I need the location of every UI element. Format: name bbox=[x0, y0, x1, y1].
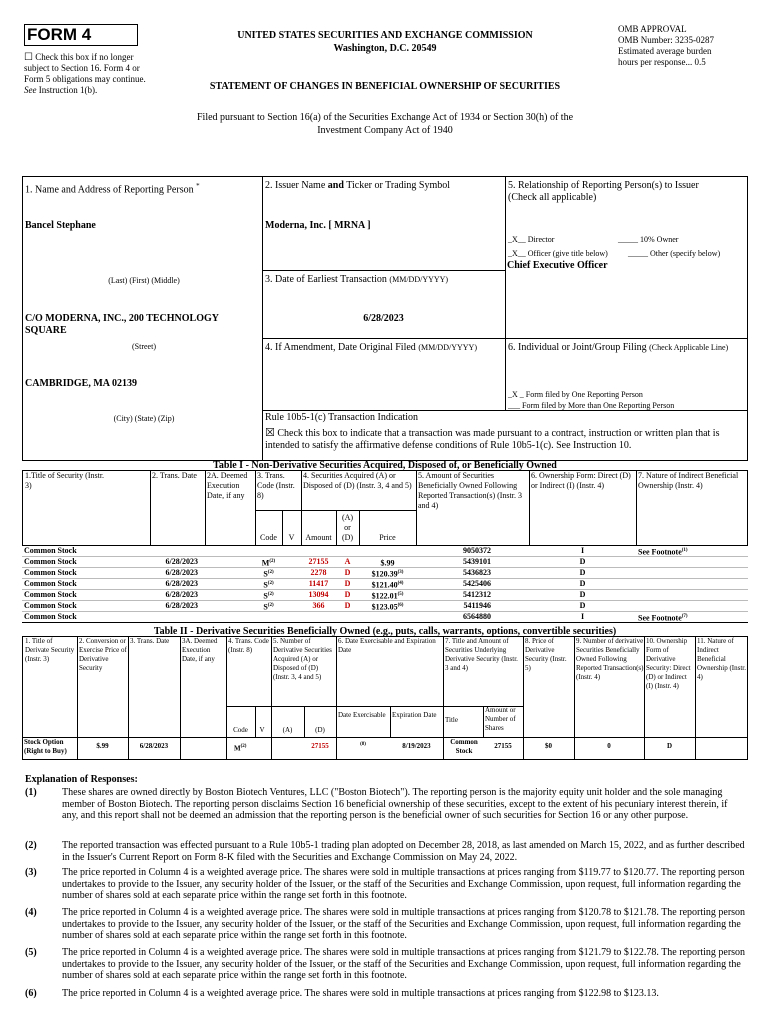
t1-cell-value: 27155 bbox=[308, 557, 329, 566]
t2-h1: 1. Title of Derivate Security (Instr. 3) bbox=[25, 637, 75, 663]
explanation-heading: Explanation of Responses: bbox=[25, 774, 138, 785]
t2-row-code-value: M bbox=[234, 744, 241, 753]
grid-line bbox=[22, 176, 748, 177]
t2-row-date: 6/28/2023 bbox=[139, 742, 169, 750]
t1-h6: 6. Ownership Form: Direct (D) or Indirect (I) (Instr. 4) bbox=[531, 471, 631, 490]
grid-line bbox=[747, 636, 748, 759]
t2-h10: 10. Ownership Form of Derivative Security: Direct (D) or Indirect (I) (Instr. 4) bbox=[646, 637, 691, 690]
footnote-number: (1) bbox=[25, 787, 37, 798]
box4-label bbox=[265, 342, 477, 354]
t1-cell-security bbox=[24, 579, 148, 589]
no-longer-subject-text: Check this box if no longer subject to Section 16. Form 4 or Form 5 obligations may continue. bbox=[24, 52, 146, 84]
box5-label-text: 5. Relationship of Reporting Person(s) to Issuer bbox=[508, 180, 699, 191]
officer-option[interactable]: _X__ Officer (give title below) bbox=[508, 249, 608, 258]
t1-cell-value: 6/28/2023 bbox=[165, 568, 198, 577]
t1-cell-owned bbox=[416, 579, 491, 589]
t1-cell-form bbox=[529, 612, 636, 622]
box2-label-and: and bbox=[327, 180, 344, 191]
box3-hint: (MM/DD/YYYY) bbox=[389, 275, 449, 284]
grid-line bbox=[22, 759, 748, 760]
box2-label-b: Ticker or Trading Symbol bbox=[346, 180, 451, 191]
t1-cell-aord bbox=[336, 590, 359, 600]
t1-h1: 1.Title of Security (Instr. 3) bbox=[25, 471, 105, 490]
t1-cell-value: Common Stock bbox=[24, 557, 77, 566]
t1-cell-value: S bbox=[263, 591, 268, 601]
t2-row-conv: $.99 bbox=[96, 742, 109, 750]
grid-line bbox=[636, 470, 637, 545]
omb-approval bbox=[618, 24, 758, 68]
grid-line bbox=[262, 338, 748, 339]
t2-h3a: 3A. Deemed Execution Date, if any bbox=[182, 637, 218, 663]
table1-title: Table I - Non-Derivative Securities Acquired, Disposed of, or Beneficially Owned bbox=[213, 460, 557, 471]
t2-sub-code: Code bbox=[233, 726, 248, 734]
t1-cell-owned bbox=[416, 612, 491, 622]
t2-row-form: D bbox=[666, 742, 673, 750]
t1-cell-value: D bbox=[579, 568, 586, 577]
t2-row-price: $0 bbox=[545, 742, 552, 750]
grid-line bbox=[22, 589, 748, 590]
box1-label-text: 1. Name and Address of Reporting Person bbox=[25, 184, 194, 196]
footnote-ref: (6) bbox=[397, 603, 404, 608]
t2-row-d: 27155 bbox=[311, 742, 329, 750]
t1-cell-value: See Footnote bbox=[638, 613, 682, 623]
t1-cell-date bbox=[150, 590, 198, 600]
t1-cell-amount bbox=[301, 601, 336, 611]
t1-cell-aord bbox=[336, 579, 359, 589]
t1-cell-value: S bbox=[263, 569, 268, 579]
t1-cell-aord bbox=[336, 568, 359, 578]
footnote-text: The price reported in Column 4 is a weighted average price. The shares were sold in multiple transactions at prices ranging from $121.79 to $122.78. The reporting person undertakes to provide to the Issuer, any security holder of the Issuer, or the staff of the Securities and Exchange Commission, upon request, full information regarding the number of shares sold at each separate price within the range set forth in this footnote. bbox=[62, 947, 746, 981]
t1-cell-value: D bbox=[579, 601, 586, 610]
t1-cell-value: 5439101 bbox=[463, 557, 491, 566]
rule-description: Check this box to indicate that a transaction was made pursuant to a contract, instruction or written plan that is intended to satisfy the affirmative defense conditions of Rule 10b5-1(c). See Instruction 10. bbox=[265, 428, 720, 451]
city-hint: (City) (State) (Zip) bbox=[113, 414, 175, 423]
table2-title: Table II - Derivative Securities Beneficially Owned (e.g., puts, calls, warrants, options, convertible securities) bbox=[153, 626, 617, 637]
footnote-text: The price reported in Column 4 is a weighted average price. The shares were sold in multiple transactions at prices ranging from $120.78 to $121.78. The reporting person undertakes to provide to the Issuer, any security holder of the Issuer, or the staff of the Securities and Exchange Commission, upon request, full information regarding the number of shares sold at each separate price within the range set forth in this footnote. bbox=[62, 907, 746, 941]
box4-label-text: 4. If Amendment, Date Original Filed bbox=[265, 342, 416, 353]
omb-line-3: Estimated average burden bbox=[618, 46, 712, 56]
t1-cell-value: A bbox=[344, 557, 351, 566]
t1-cell-value: D bbox=[579, 590, 586, 599]
t1-cell-owned bbox=[416, 557, 491, 567]
box6-hint: (Check Applicable Line) bbox=[649, 343, 729, 352]
t1-h2: 2. Trans. Date bbox=[152, 471, 197, 480]
t1-cell-value: 11417 bbox=[308, 579, 329, 588]
ten-percent-option[interactable]: _____ 10% Owner bbox=[618, 235, 679, 244]
t1-cell-value: D bbox=[344, 568, 351, 577]
grid-line bbox=[523, 636, 524, 759]
t1-cell-security bbox=[24, 557, 148, 567]
footnote-number: (5) bbox=[25, 947, 37, 958]
t1-cell-value: D bbox=[579, 557, 586, 566]
t2-sub-exp: Expiration Date bbox=[392, 711, 437, 719]
t1-sub-amount: Amount bbox=[305, 533, 332, 542]
t1-cell-value: Common Stock bbox=[24, 568, 77, 577]
t1-cell-amount bbox=[301, 557, 336, 567]
grid-line bbox=[747, 176, 748, 460]
grid-line bbox=[22, 600, 748, 601]
box3-label-text: 3. Date of Earliest Transaction bbox=[265, 274, 387, 285]
box2-label-a: 2. Issuer Name bbox=[265, 180, 326, 191]
t1-cell-value: $123.05 bbox=[371, 602, 398, 612]
filed-pursuant-2: Investment Company Act of 1940 bbox=[317, 125, 453, 136]
t1-cell-value: $120.39 bbox=[371, 569, 398, 579]
t2-h9: 9. Number of derivative Securities Beneficially Owned Following Reported Transaction(s) (Instr. 4) bbox=[576, 637, 644, 681]
t1-cell-date bbox=[150, 579, 198, 589]
t1-h4: 4. Securities Acquired (A) or Disposed of (D) (Instr. 3, 4 and 5) bbox=[303, 471, 412, 490]
t2-h5: 5. Number of Derivative Securities Acquired (A) or Disposed of (D) (Instr. 3, 4 and 5) bbox=[273, 637, 332, 681]
t1-cell-amount bbox=[301, 568, 336, 578]
t2-row-exer-fn: (8) bbox=[360, 742, 366, 747]
t1-cell-value: 6564880 bbox=[463, 612, 491, 621]
t1-cell-value: D bbox=[579, 579, 586, 588]
t1-cell-value: $121.40 bbox=[371, 580, 398, 590]
grid-line bbox=[505, 176, 506, 410]
t2-sub-v: V bbox=[259, 726, 265, 734]
t1-cell-owned bbox=[416, 546, 491, 556]
t1-cell-value: 2278 bbox=[310, 568, 327, 577]
t2-h2: 2. Conversion or Exercise Price of Derivative Security bbox=[79, 637, 127, 672]
footnote-ref: (7) bbox=[681, 614, 688, 619]
t2-h8: 8. Price of Derivative Security (Instr. 5) bbox=[525, 637, 567, 672]
t2-row-owned: 0 bbox=[607, 742, 611, 750]
see-word: See bbox=[24, 85, 37, 95]
issuer-name: Moderna, Inc. [ MRNA ] bbox=[265, 220, 371, 231]
grid-line bbox=[22, 636, 23, 759]
t2-sub-title: Title bbox=[445, 716, 458, 724]
grid-line bbox=[22, 470, 23, 545]
t1-sub-aord: (A) or (D) bbox=[341, 513, 354, 542]
t1-cell-owned bbox=[416, 590, 491, 600]
t2-h3: 3. Trans. Date bbox=[130, 637, 170, 645]
grid-line bbox=[644, 636, 645, 759]
t2-row-code bbox=[234, 742, 246, 753]
footnote-ref: (2) bbox=[269, 559, 276, 564]
footnote-number: (6) bbox=[25, 988, 37, 999]
t1-cell-date bbox=[150, 568, 198, 578]
t1-cell-form bbox=[529, 546, 636, 556]
grid-line bbox=[128, 636, 129, 759]
grid-line bbox=[22, 567, 748, 568]
t2-h4: 4. Trans. Code (Instr. 8) bbox=[228, 637, 269, 654]
footnote-ref: (5) bbox=[397, 592, 404, 597]
t1-cell-value: $122.01 bbox=[371, 591, 398, 601]
box5-label-sub: (Check all applicable) bbox=[508, 192, 597, 203]
box5-label bbox=[508, 180, 743, 204]
t1-cell-value: Common Stock bbox=[24, 546, 77, 555]
t1-cell-value: 6/28/2023 bbox=[165, 579, 198, 588]
t1-cell-value: 6/28/2023 bbox=[165, 557, 198, 566]
grid-line bbox=[22, 737, 748, 738]
t1-cell-value: 5412312 bbox=[463, 590, 491, 599]
officer-title: Chief Executive Officer bbox=[507, 260, 608, 271]
t2-row-exer bbox=[336, 740, 390, 751]
t1-cell-date bbox=[150, 601, 198, 611]
t1-cell-security bbox=[24, 590, 148, 600]
agency-name: UNITED STATES SECURITIES AND EXCHANGE COMMISSION bbox=[237, 30, 533, 41]
grid-line bbox=[22, 545, 748, 546]
grid-line bbox=[22, 556, 748, 557]
grid-line bbox=[443, 636, 444, 759]
t1-cell-value: S bbox=[263, 580, 268, 590]
t2-row-security: Stock Option (Right to Buy) bbox=[24, 738, 67, 755]
t1-cell-value: 6/28/2023 bbox=[165, 601, 198, 610]
t1-cell-form bbox=[529, 579, 636, 589]
grid-line bbox=[22, 578, 748, 579]
t1-cell-security bbox=[24, 612, 148, 622]
no-longer-subject-note bbox=[24, 52, 154, 96]
t1-cell-aord bbox=[336, 601, 359, 611]
street-hint: (Street) bbox=[132, 342, 156, 351]
t2-row-amount: 27155 bbox=[494, 742, 512, 750]
t1-cell-value: 13094 bbox=[308, 590, 329, 599]
grid-line bbox=[262, 270, 505, 271]
grid-line bbox=[271, 636, 272, 759]
agency-city: Washington, D.C. 20549 bbox=[333, 43, 437, 54]
footnote-ref: (3) bbox=[397, 570, 404, 575]
director-option[interactable]: _X__ Director bbox=[508, 235, 555, 244]
footnote-ref: (4) bbox=[397, 581, 404, 586]
t1-cell-form bbox=[529, 590, 636, 600]
t1-h3: 3. Trans. Code (Instr. 8) bbox=[257, 471, 295, 500]
t1-cell-value: 6/28/2023 bbox=[165, 590, 198, 599]
grid-line bbox=[22, 622, 748, 623]
t1-cell-aord bbox=[336, 557, 359, 567]
reporting-person-name: Bancel Stephane bbox=[25, 220, 96, 231]
t1-cell-value: S bbox=[263, 602, 268, 612]
box1-label-marker: * bbox=[196, 182, 200, 190]
grid-line bbox=[180, 636, 181, 759]
t2-h6: 6. Date Exercisable and Expiration Date bbox=[338, 637, 436, 654]
rule-text bbox=[265, 427, 743, 452]
reporting-address: C/O MODERNA, INC., 200 TECHNOLOGY SQUARE bbox=[25, 313, 219, 336]
other-option[interactable]: _____ Other (specify below) bbox=[628, 249, 721, 258]
t1-cell-owned bbox=[416, 601, 491, 611]
footnote-text: The reported transaction was effected pursuant to a Rule 10b5-1 trading plan adopted on December 28, 2018, as last amended on March 15, 2022, and as further described in the Issuer's Current Report on Form 8-K filed with the Securities and Exchange Commission on May 24, 2022. bbox=[62, 840, 745, 863]
footnote-ref: (1) bbox=[681, 548, 688, 553]
t1-cell-value: 9050372 bbox=[463, 546, 491, 555]
t1-cell-value: I bbox=[580, 612, 585, 621]
grid-line bbox=[262, 410, 748, 411]
single-filer-option[interactable]: _X _ Form filed by One Reporting Person bbox=[508, 390, 643, 399]
grid-line bbox=[390, 706, 391, 737]
t1-cell-security bbox=[24, 568, 148, 578]
grid-line bbox=[416, 470, 417, 545]
grid-line bbox=[574, 636, 575, 759]
form-title-box bbox=[24, 24, 138, 46]
grid-line bbox=[150, 470, 151, 545]
footnote-number: (3) bbox=[25, 867, 37, 878]
omb-line-2: OMB Number: 3235-0287 bbox=[618, 35, 714, 45]
t1-sub-code: Code bbox=[260, 533, 277, 542]
t1-sub-price: Price bbox=[379, 533, 396, 542]
t2-sub-amt: Amount or Number of Shares bbox=[485, 706, 516, 732]
t1-cell-owned bbox=[416, 568, 491, 578]
t1-cell-value: D bbox=[344, 590, 351, 599]
filed-pursuant: Filed pursuant to Section 16(a) of the Securities Exchange Act of 1934 or Section 30(h) of the bbox=[196, 112, 574, 123]
grid-line bbox=[483, 706, 484, 737]
t2-sub-exer: Date Exercisable bbox=[338, 711, 386, 719]
t1-cell-value: M bbox=[261, 558, 270, 568]
footnote-ref: (2) bbox=[267, 603, 274, 608]
t1-h5: 5. Amount of Securities Beneficially Owned Following Reported Transaction(s) (Instr. 3 and 4) bbox=[418, 471, 522, 510]
footnote-number: (4) bbox=[25, 907, 37, 918]
grid-line bbox=[22, 176, 23, 460]
grid-line bbox=[226, 636, 227, 759]
t2-h7: 7. Title and Amount of Securities Underlying Derivative Security (Instr. 3 and 4) bbox=[445, 637, 518, 672]
grid-line bbox=[336, 510, 337, 545]
t2-row-code-fn: (2) bbox=[240, 744, 247, 749]
footnote-text: These shares are owned directly by Boston Biotech Ventures, LLC ("Boston Biotech"). The reporting person is the majority equity unit holder and the sole managing member of Boston Biotech. The reporting person disclaims Section 16 beneficial ownership of these securities, except to the extent of his pecuniary interest therein, if any, and this report shall not be deemed an admission that the reporting person is the beneficial owner of such securities for Section 16 or any other purpose. bbox=[62, 787, 728, 821]
t1-cell-form bbox=[529, 557, 636, 567]
statement-title: STATEMENT OF CHANGES IN BENEFICIAL OWNERSHIP OF SECURITIES bbox=[209, 81, 561, 92]
name-hint: (Last) (First) (Middle) bbox=[108, 276, 180, 285]
t1-cell-value: Common Stock bbox=[24, 612, 77, 621]
rule-title: Rule 10b5-1(c) Transaction Indication bbox=[265, 412, 419, 423]
t1-cell-value: $.99 bbox=[380, 558, 395, 568]
t1-cell-value: I bbox=[580, 546, 585, 555]
t2-sub-a: (A) bbox=[282, 726, 293, 734]
t1-cell-value: 5436823 bbox=[463, 568, 491, 577]
t1-cell-form bbox=[529, 601, 636, 611]
footnote-text: The price reported in Column 4 is a weighted average price. The shares were sold in multiple transactions at prices ranging from $119.77 to $120.77. The reporting person undertakes to provide to the Issuer, any security holder of the Issuer, or the staff of the Securities and Exchange Commission, upon request, full information regarding the number of shares sold at each separate price within the range set forth in this footnote. bbox=[62, 867, 745, 901]
t1-cell-amount bbox=[301, 579, 336, 589]
t1-cell-value: Common Stock bbox=[24, 601, 77, 610]
omb-line-4: hours per response... 0.5 bbox=[618, 57, 706, 67]
t1-h2a: 2A. Deemed Execution Date, if any bbox=[207, 471, 248, 500]
t1-cell-amount bbox=[301, 590, 336, 600]
form-title: FORM 4 bbox=[27, 25, 92, 44]
footnote-number: (2) bbox=[25, 840, 37, 851]
see-instruction: Instruction 1(b). bbox=[38, 85, 98, 95]
t1-cell-value: 5411946 bbox=[463, 601, 491, 610]
box1-label bbox=[25, 180, 200, 196]
reporting-city: CAMBRIDGE, MA 02139 bbox=[25, 378, 137, 389]
footnote-ref: (2) bbox=[267, 570, 274, 575]
box2-label bbox=[265, 180, 450, 192]
grid-line bbox=[529, 470, 530, 545]
no-longer-subject-checkbox[interactable]: ☐ bbox=[24, 52, 33, 63]
earliest-transaction-date: 6/28/2023 bbox=[363, 313, 404, 324]
box4-hint: (MM/DD/YYYY) bbox=[418, 343, 477, 352]
grid-line bbox=[747, 470, 748, 545]
t1-cell-value: 366 bbox=[312, 601, 325, 610]
t1-cell-value: D bbox=[344, 601, 351, 610]
t1-h7: 7. Nature of Indirect Beneficial Ownership (Instr. 4) bbox=[638, 471, 739, 490]
footnote-ref: (2) bbox=[267, 592, 274, 597]
grid-line bbox=[226, 706, 523, 707]
t2-row-title: Common Stock bbox=[450, 738, 478, 755]
grid-line bbox=[255, 510, 416, 511]
t1-cell-value: 5425406 bbox=[463, 579, 491, 588]
t1-cell-value: See Footnote bbox=[638, 547, 682, 557]
box6-label-text: 6. Individual or Joint/Group Filing bbox=[508, 342, 647, 353]
t1-cell-form bbox=[529, 568, 636, 578]
t1-cell-security bbox=[24, 546, 148, 556]
t1-cell-security bbox=[24, 601, 148, 611]
box6-label bbox=[508, 342, 743, 354]
grid-line bbox=[205, 470, 206, 545]
t1-cell-value: D bbox=[344, 579, 351, 588]
grid-line bbox=[22, 611, 748, 612]
t1-cell-value: Common Stock bbox=[24, 579, 77, 588]
t2-row-exp: 8/19/2023 bbox=[402, 742, 431, 750]
omb-line-1: OMB APPROVAL bbox=[618, 24, 687, 34]
t1-sub-v: V bbox=[288, 533, 295, 542]
box3-label bbox=[265, 274, 448, 286]
footnote-text: The price reported in Column 4 is a weighted average price. The shares were sold in multiple transactions at prices ranging from $122.98 to $123.13. bbox=[62, 988, 659, 999]
t1-cell-value: Common Stock bbox=[24, 590, 77, 599]
group-filer-option[interactable]: ___ Form filed by More than One Reporting Person bbox=[508, 401, 675, 410]
footnote-ref: (2) bbox=[267, 581, 274, 586]
t1-cell-date bbox=[150, 557, 198, 567]
rule-checkbox[interactable]: ☒ bbox=[265, 426, 275, 439]
t2-h11: 11. Nature of Indirect Beneficial Ownership (Instr. 4) bbox=[697, 637, 746, 681]
t2-sub-d: (D) bbox=[315, 726, 325, 734]
grid-line bbox=[695, 636, 696, 759]
